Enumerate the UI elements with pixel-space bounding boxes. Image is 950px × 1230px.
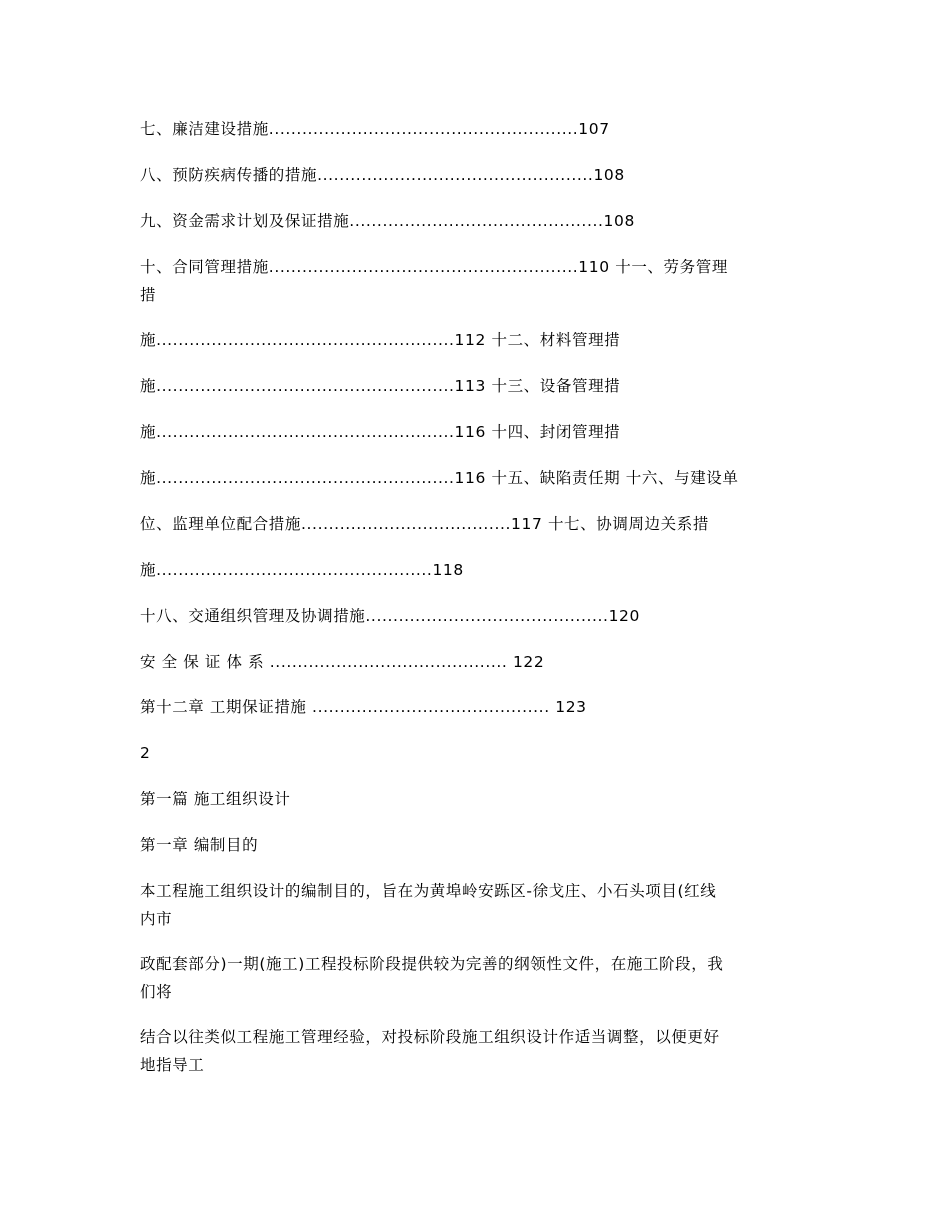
page-number: 2 — [140, 744, 151, 762]
toc-entry-10: 十、合同管理措施........................................................110 十一、劳务管理 — [140, 258, 728, 276]
body-line: 地指导工 — [140, 1056, 205, 1074]
part-title: 第一篇 施工组织设计 — [140, 790, 291, 808]
toc-entry-13: 施......................................................116 十四、封闭管理措 — [140, 423, 621, 441]
chapter-title: 第一章 编制目的 — [140, 836, 259, 854]
body-line: 本工程施工组织设计的编制目的，旨在为黄埠岭安跞区-徐戈庄、小石头项目(红线 — [140, 882, 717, 900]
toc-entry-12: 施......................................................113 十三、设备管理措 — [140, 377, 621, 395]
body-line: 政配套部分)一期(施工)工程投标阶段提供较为完善的纲领性文件，在施工阶段，我 — [140, 955, 724, 973]
body-line: 结合以往类似工程施工管理经验，对投标阶段施工组织设计作适当调整，以便更好 — [140, 1028, 720, 1046]
body-line: 内市 — [140, 910, 173, 928]
toc-entry-14: 施......................................................116 十五、缺陷责任期 十六、与建设单 — [140, 469, 739, 487]
toc-entry-9: 九、资金需求计划及保证措施..............................................108 — [140, 212, 635, 230]
toc-entry-safety: 安 全 保 证 体 系 ........................................... 122 — [140, 653, 545, 671]
toc-entry-18: 十八、交通组织管理及协调措施............................................120 — [140, 607, 640, 625]
toc-entry-8: 八、预防疾病传播的措施..................................................108 — [140, 166, 625, 184]
body-line: 们将 — [140, 983, 173, 1001]
toc-entry-10-cont: 措 — [140, 286, 157, 304]
toc-entry-11: 施......................................................112 十二、材料管理措 — [140, 331, 621, 349]
toc-entry-16: 位、监理单位配合措施......................................117 十七、协调周边关系措 — [140, 515, 709, 533]
toc-entry-chapter-12: 第十二章 工期保证措施 ........................................... 123 — [140, 698, 587, 716]
toc-entry-7: 七、廉洁建设措施........................................................107 — [140, 120, 610, 138]
toc-entry-17: 施..................................................118 — [140, 561, 464, 579]
